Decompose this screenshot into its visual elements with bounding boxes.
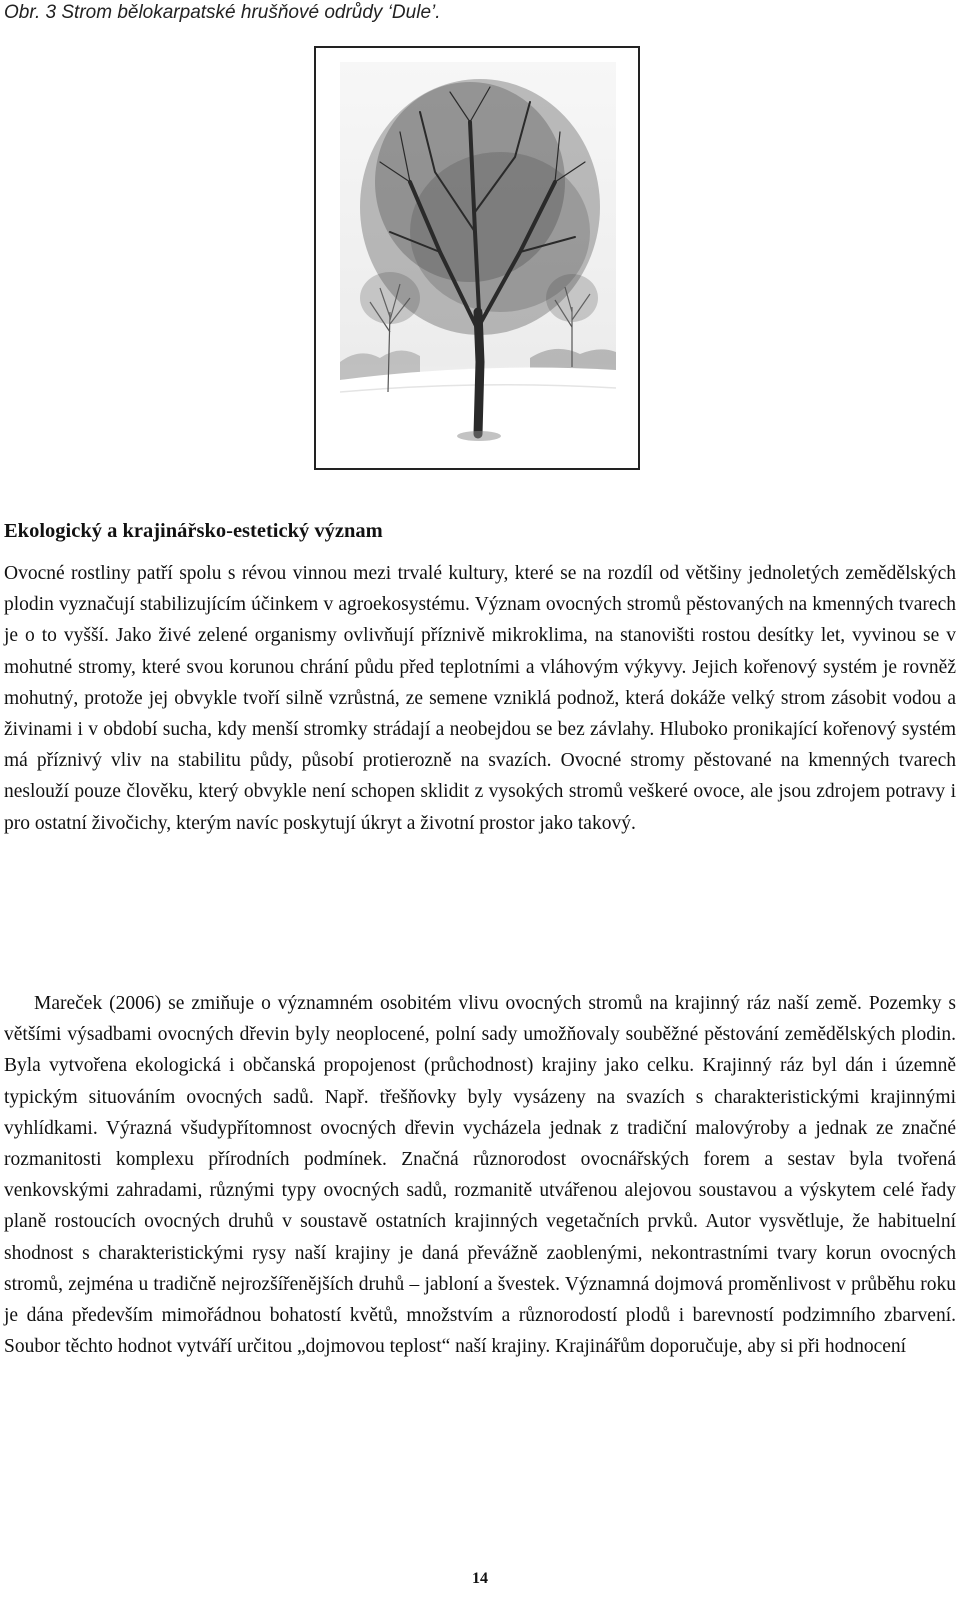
paragraph: Ovocné rostliny patří spolu s révou vinnou mezi trvalé kultury, které se na rozdíl od většiny jednoletých zemědělských plodin vyznačují stabilizujícím účinkem v agroekosystému. Význam ovocných stromů pěstovaných na kmenných tvarech je o to vyšší. Jako živé zelené organismy ovlivňují příznivě mikroklima, na stanovišti rostou desítky let, vyvinou se v mohutné stromy, které svou korunou chrání půdu před teplotními a vláhovým výkyvy. Jejich kořenový systém je rovněž mohutný, protože jej obvykle tvoří silně vzrůstná, ze semene vzniklá podnož, která dokáže velký strom zásobit vodou a živinami i v období sucha, kdy menší stromky strádají a neobejdou se bez závlahy. Hluboko pronikající kořenový systém má příznivý vliv na stabilitu půdy, působí protierozně na svazích. Ovocné stromy pěstované na kmenných tvarech neslouží pouze člověku, který obvykle není schopen sklidit z vysokých stromů veškeré ovoce, ale jsou zdrojem potravy i pro ostatní živočichy, kterým navíc poskytují úkryt a životní prostor jako takový. <box>4 563 956 834</box>
page-number: 14 <box>472 1570 488 1587</box>
section-heading: Ekologický a krajinářsko-estetický význam <box>4 520 383 542</box>
figure-frame <box>314 46 640 470</box>
figure-caption: Obr. 3 Strom bělokarpatské hrušňové odrůdy ‘Dule’. <box>4 2 441 23</box>
paragraph: Mareček (2006) se zmiňuje o významném osobitém vlivu ovocných stromů na krajinný ráz naší země. Pozemky s většími výsadbami ovocných dřevin byly neoplocené, polní sady umožňovaly souběžné pěstování zemědělských plodin. Byla vytvořena ekologická i občanská propojenost (průchodnost) krajiny jako celku. Krajinný ráz byl dán i územně typickým situováním ovocných sadů. Např. třešňovky byly vysázeny na svazích s charakteristickými krajinnými vyhlídkami. Výrazná všudypřítomnost ovocných dřevin vycházela jednak z tradiční malovýroby a jednak ze značné rozmanitosti komplexu přírodních podmínek. Značná různorodost ovocnářských forem a sestav byla tvořená venkovskými zahradami, různými typy ovocných sadů, rozmanitě utvářenou alejovou soustavou a výskytem celé řady planě rostoucích ovocných druhů v soustavě ostatních krajinných vegetačních prvků. Autor vysvětluje, že habituelní shodnost s charakteristickými rysy naší krajiny je daná převážně zaoblenými, nekontrastními tvary korun ovocných stromů, zejména u tradičně nejrozšířenějších druhů – jabloní a švestek. Významná dojmová proměnlivost v průběhu roku je dána především mimořádnou bohatostí květů, množstvím a různorodostí plodů i barevností podzimního zbarvení. Soubor těchto hodnot vytváří určitou „dojmovou teplost“ naší krajiny. Krajinářům doporučuje, aby si při hodnocení <box>4 993 956 1358</box>
tree-photo <box>340 62 616 462</box>
